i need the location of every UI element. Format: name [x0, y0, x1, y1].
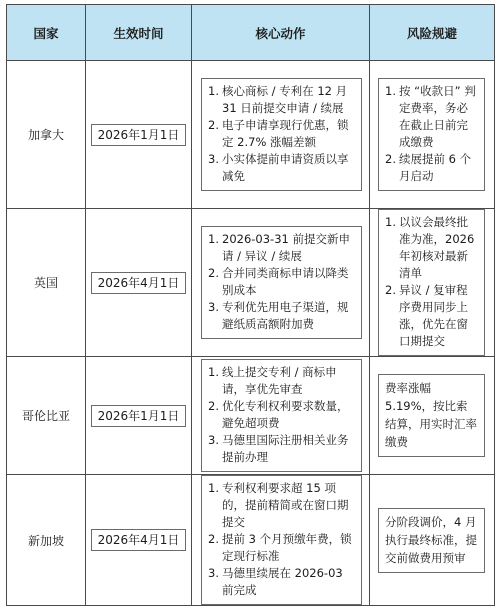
- list-item: 2. 优化专利权利要求数量，避免超项费: [208, 399, 349, 430]
- fee-adjustment-table: [6, 4, 495, 606]
- list-item: 1. 2026-03-31 前提交新申请 / 异议 / 续展: [208, 232, 350, 263]
- header-effective-date: 生效时间: [86, 5, 192, 61]
- header-country: 国家: [7, 5, 86, 61]
- date-cell: [86, 61, 192, 209]
- list-item: 1. 核心商标 / 专利在 12 月 31 日前提交申请 / 续展: [208, 84, 348, 115]
- list-item: 1. 按 “收款日” 判定费率，务必在截止日前完成缴费: [385, 84, 476, 149]
- risk-list: [385, 83, 478, 185]
- country-cell: 加拿大: [7, 61, 86, 209]
- risk-list: [385, 214, 478, 350]
- date-cell: [86, 475, 192, 606]
- list-item: 1. 专利权利要求超 15 项的，提前精简或在窗口期提交: [208, 481, 349, 529]
- risk-cell: [370, 475, 495, 606]
- actions-cell: [192, 209, 370, 357]
- table-row-singapore: [7, 475, 495, 606]
- effective-date: 2026年4月1日: [91, 529, 187, 551]
- country-cell: 哥伦比亚: [7, 357, 86, 475]
- header-row: [7, 5, 495, 61]
- table-row-uk: [7, 209, 495, 357]
- list-item: 2. 异议 / 复审程序费用同步上涨，优先在窗口期提交: [385, 283, 468, 348]
- list-item: 1. 线上提交专利 / 商标申请，享优先审查: [208, 365, 337, 396]
- list-item: 2. 电子申请享现行优惠，锁定 2.7% 涨幅差额: [208, 118, 349, 149]
- actions-list: [208, 364, 355, 466]
- risk-text: 分阶段调价，4 月执行最终标准，提交前做费用预审: [385, 514, 477, 565]
- table-row-canada: [7, 61, 495, 209]
- effective-date: 2026年1月1日: [91, 124, 187, 146]
- effective-date: 2026年1月1日: [91, 405, 187, 427]
- list-item: 2. 续展提前 6 个月启动: [385, 152, 472, 183]
- actions-box: [201, 78, 362, 191]
- table-row-colombia: [7, 357, 495, 475]
- header-core-actions: 核心动作: [192, 5, 370, 61]
- risk-cell: [370, 209, 495, 357]
- actions-list: [208, 231, 355, 333]
- list-item: 3. 专利优先用电子渠道，规避纸质高额附加费: [208, 300, 349, 331]
- actions-list: [208, 480, 355, 599]
- date-cell: [86, 209, 192, 357]
- risk-cell: [370, 357, 495, 475]
- actions-list: [208, 83, 355, 185]
- country-cell: 英国: [7, 209, 86, 357]
- actions-cell: [192, 61, 370, 209]
- risk-box: [378, 508, 485, 573]
- effective-date: 2026年4月1日: [91, 272, 187, 294]
- list-item: 2. 提前 3 个月预缴年费，锁定现行标准: [208, 532, 352, 563]
- date-cell: [86, 357, 192, 475]
- risk-box: [378, 209, 485, 356]
- country-cell: 新加坡: [7, 475, 86, 606]
- list-item: 2. 合并同类商标申请以降类别成本: [208, 266, 349, 297]
- actions-cell: [192, 475, 370, 606]
- list-item: 3. 马德里续展在 2026-03 前完成: [208, 566, 343, 597]
- list-item: 1. 以议会最终批准为准，2026 年初核对最新清单: [385, 215, 475, 280]
- actions-box: [201, 359, 362, 472]
- risk-box: [378, 374, 485, 457]
- actions-cell: [192, 357, 370, 475]
- list-item: 3. 马德里国际注册相关业务提前办理: [208, 433, 349, 464]
- header-risk-avoidance: 风险规避: [370, 5, 495, 61]
- risk-cell: [370, 61, 495, 209]
- list-item: 3. 小实体提前申请资质以享减免: [208, 152, 349, 183]
- risk-text: 费率涨幅 5.19%，按比索结算，用实时汇率缴费: [385, 381, 477, 449]
- actions-box: [201, 226, 362, 339]
- actions-box: [201, 475, 362, 605]
- risk-box: [378, 78, 485, 191]
